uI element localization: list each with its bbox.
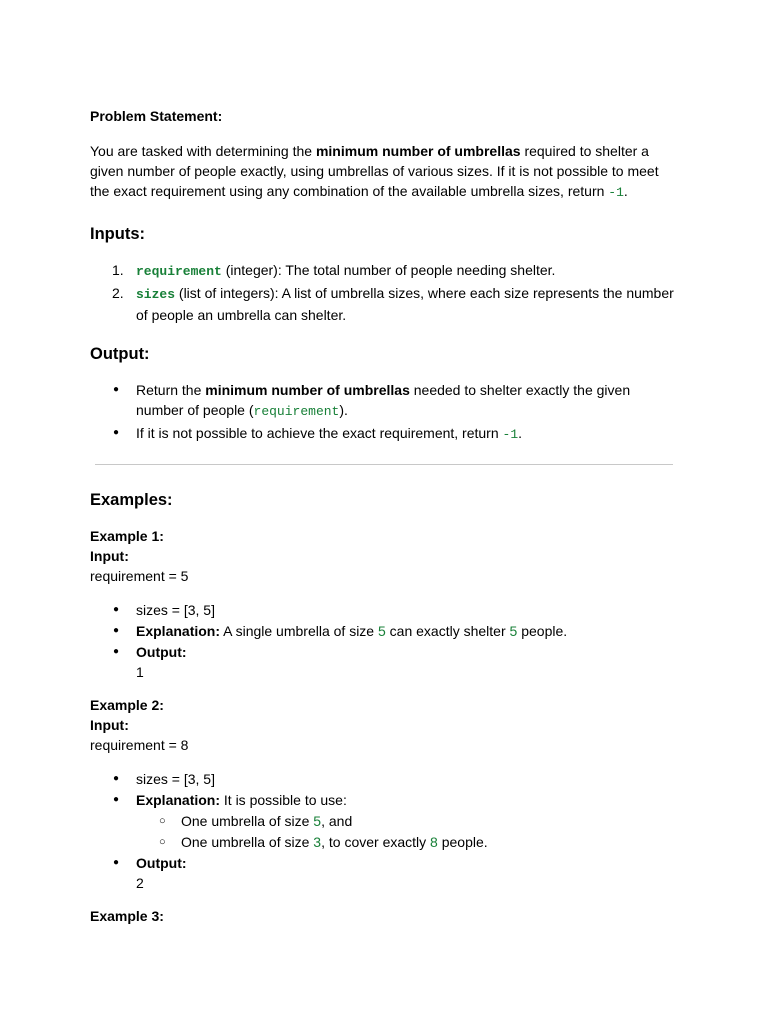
sub-number: 8 (430, 834, 438, 850)
intro-bold: minimum number of umbrellas (315, 143, 521, 159)
input-item-sizes (90, 283, 680, 325)
document-page (90, 106, 680, 939)
sub-item-2 (136, 832, 680, 852)
explanation-text: can exactly shelter (385, 623, 510, 639)
inputs-list (90, 260, 680, 325)
input-code-sizes: sizes (136, 287, 176, 302)
example-details (90, 769, 680, 893)
list-number: 2. (112, 285, 124, 301)
explanation-label: Explanation: (136, 623, 221, 639)
example-title: Example 3: (90, 908, 164, 924)
example-input-label: Input: (90, 717, 129, 733)
sub-text: , and (321, 813, 353, 829)
output-bold: minimum number of umbrellas (205, 382, 410, 398)
sizes-text: sizes = [3, 5] (136, 602, 215, 618)
example-sizes (90, 769, 680, 789)
output-value: 1 (136, 664, 144, 680)
output-text: ). (339, 402, 348, 418)
example-details (90, 600, 680, 682)
input-desc-requirement: (integer): The total number of people needing shelter. (221, 262, 556, 278)
output-text: . (518, 425, 523, 441)
problem-statement-label: Problem Statement: (90, 108, 223, 124)
example-sizes (90, 600, 680, 620)
examples-heading: Examples: (90, 491, 173, 509)
explanation-sublist (136, 811, 680, 852)
input-item-requirement (90, 260, 680, 282)
inputs-heading: Inputs: (90, 225, 145, 243)
output-text: If it is not possible to achieve the exact requirement, return (136, 425, 503, 441)
input-code-requirement: requirement (136, 264, 222, 279)
example-output (90, 853, 680, 893)
sub-text: One umbrella of size (181, 834, 314, 850)
output-code: requirement (253, 404, 340, 419)
example-3 (90, 906, 680, 926)
problem-intro (90, 141, 680, 203)
example-requirement: requirement = 8 (90, 737, 189, 753)
example-explanation (90, 621, 680, 641)
intro-code: -1 (608, 185, 624, 200)
sub-text: , to cover exactly (321, 834, 431, 850)
explanation-number: 5 (378, 623, 386, 639)
output-code: -1 (502, 427, 519, 442)
output-list (90, 380, 680, 445)
input-desc-sizes: (list of integers): A list of umbrella sizes, where each size represents the number of people an umbrella can shelter. (136, 285, 674, 323)
example-2 (90, 695, 680, 893)
output-item-1 (90, 380, 680, 422)
explanation-number: 5 (509, 623, 518, 639)
intro-text-2: required to shelter a given number of people exactly, using umbrellas of various sizes. If it is not possible to meet the exact requirement using any combination of the available umbrella sizes, return (90, 143, 659, 199)
section-divider (95, 464, 673, 465)
explanation-label: Explanation: (136, 792, 221, 808)
list-number: 1. (112, 262, 124, 278)
example-1 (90, 526, 680, 682)
output-item-2 (90, 423, 680, 445)
output-text: needed to shelter exactly the given number of people ( (136, 382, 631, 418)
sub-text: One umbrella of size (181, 813, 314, 829)
sub-text: people. (437, 834, 488, 850)
sizes-text: sizes = [3, 5] (136, 771, 215, 787)
explanation-text: people. (517, 623, 568, 639)
output-value: 2 (136, 875, 144, 891)
explanation-text: A single umbrella of size (220, 623, 378, 639)
example-requirement: requirement = 5 (90, 568, 189, 584)
sub-item-1 (136, 811, 680, 831)
sub-number: 5 (313, 813, 322, 829)
explanation-text: It is possible to use: (220, 792, 347, 808)
example-input-label: Input: (90, 548, 129, 564)
example-output (90, 642, 680, 682)
example-title: Example 2: (90, 697, 164, 713)
intro-text-1: You are tasked with determining the (90, 143, 316, 159)
example-explanation (90, 790, 680, 852)
example-title: Example 1: (90, 528, 164, 544)
intro-text-3: . (623, 183, 628, 199)
sub-number: 3 (313, 834, 322, 850)
output-heading: Output: (90, 345, 150, 363)
output-label: Output: (136, 855, 187, 871)
output-text: Return the (136, 382, 206, 398)
output-label: Output: (136, 644, 187, 660)
